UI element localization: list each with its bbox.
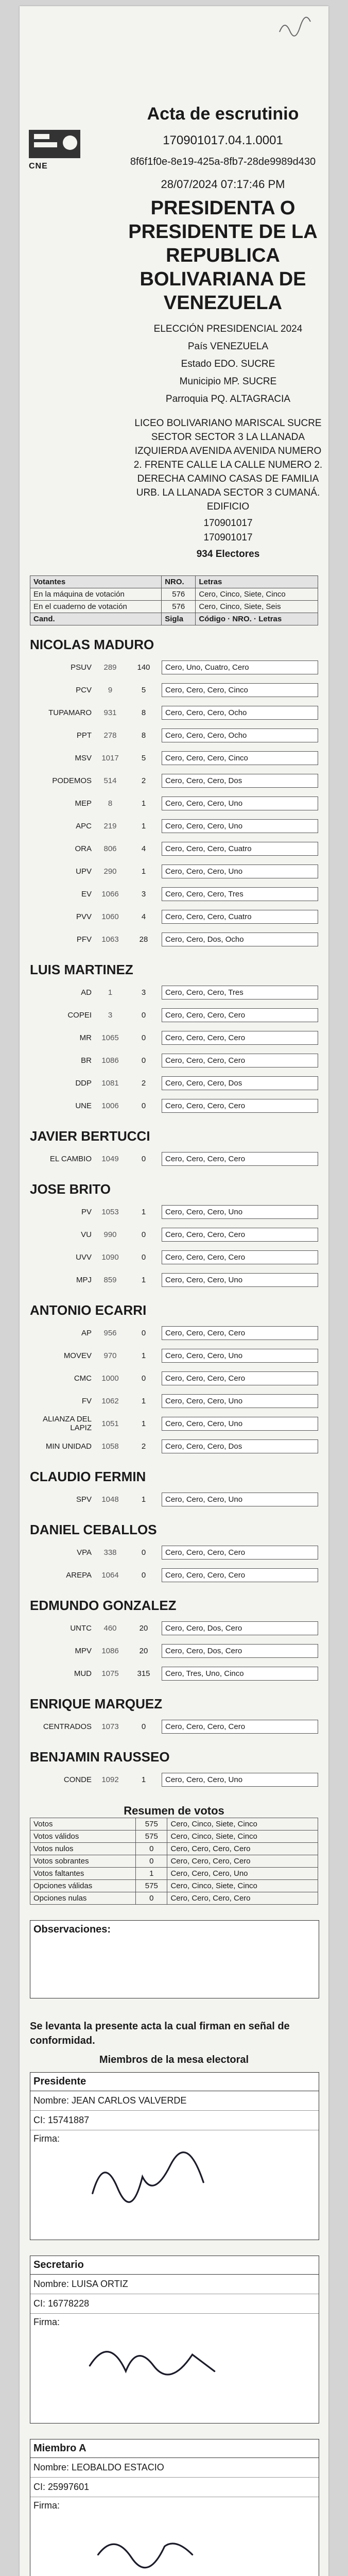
party-code: 219 (103, 821, 117, 831)
party-votes-words: Cero, Cero, Cero, Cero (162, 1031, 318, 1045)
party-votes-words: Cero, Cero, Cero, Cinco (162, 683, 318, 697)
party-votes-words: Cero, Cero, Cero, Uno (162, 1417, 318, 1431)
party-votes-words: Cero, Cero, Cero, Cero (162, 1054, 318, 1067)
party-sigla: UPV (76, 867, 92, 876)
party-votes-words: Cero, Cero, Cero, Cero (162, 1228, 318, 1242)
member-name: Nombre: LEOBALDO ESTACIO (30, 2458, 319, 2478)
table-row (30, 1843, 318, 1855)
party-code: 1060 (101, 912, 119, 921)
party-votes-words: Cero, Cero, Cero, Uno (162, 796, 318, 810)
party-sigla: MSV (75, 753, 92, 762)
member-signature-area (30, 2497, 319, 2576)
member-name: Nombre: LUISA ORTIZ (30, 2275, 319, 2294)
organ-title: PRESIDENTA O PRESIDENTE DE LA REPUBLICA BOLIVARIANA DE VENEZUELA (128, 197, 318, 314)
party-code: 1081 (101, 1078, 119, 1088)
party-sigla: CONDE (63, 1775, 92, 1784)
party-row (30, 1564, 318, 1586)
party-votes: 1 (141, 1419, 146, 1428)
header (20, 6, 328, 314)
member-ci: CI: 25997601 (30, 2478, 319, 2497)
resumen-title: Resumen de votos (124, 1804, 224, 1817)
col-votantes: Votantes (30, 576, 162, 588)
candidate-name: BENJAMIN RAUSSEO (30, 1749, 170, 1765)
party-row (30, 1223, 318, 1246)
party-sigla: PPT (76, 731, 92, 740)
party-sigla: AP (81, 1328, 92, 1337)
party-votes: 1 (141, 867, 146, 876)
party-sigla: MIN UNIDAD (45, 1442, 92, 1451)
party-code: 1051 (101, 1419, 119, 1428)
party-sigla: UNTC (70, 1623, 92, 1633)
party-votes: 0 (141, 1010, 146, 1020)
party-code: 289 (103, 663, 117, 672)
party-row (30, 837, 318, 860)
resumen-num: 0 (136, 1843, 167, 1855)
party-sigla: MPJ (76, 1275, 92, 1284)
party-row (30, 905, 318, 928)
resumen-label: Votos sobrantes (30, 1855, 136, 1868)
party-row (30, 1147, 318, 1170)
party-row (30, 860, 318, 883)
party-votes: 0 (141, 1154, 146, 1163)
party-row (30, 1662, 318, 1685)
resumen-label: Opciones válidas (30, 1880, 136, 1892)
party-votes: 1 (141, 1207, 146, 1216)
party-code: 1006 (101, 1101, 119, 1110)
resumen-num: 575 (136, 1818, 167, 1831)
party-row (30, 1200, 318, 1223)
handwritten-signature (87, 2513, 231, 2574)
resumen-letras: Cero, Cinco, Siete, Cinco (167, 1818, 318, 1831)
party-code: 1086 (101, 1056, 119, 1065)
members-section (20, 2072, 328, 2576)
party-votes: 1 (141, 1275, 146, 1284)
party-sigla: MPV (75, 1646, 92, 1655)
party-votes-words: Cero, Cero, Cero, Uno (162, 1493, 318, 1506)
party-votes-words: Cero, Cero, Cero, Cero (162, 1720, 318, 1734)
party-sigla: VU (81, 1230, 92, 1239)
voting-center: LICEO BOLIVARIANO MARISCAL SUCRE SECTOR SECTOR 3 LA LLANADA IZQUIERDA AVENIDA AVENIDA NUMERO 2. FRENTE CALLE LA CALLE NUMERO 2. DERECHA CAMINO CASAS DE FAMILIA URB. LA LLANADA SECTOR 3 CUMANÁ. EDIFICIO (133, 418, 323, 512)
party-code: 956 (103, 1328, 117, 1337)
party-sigla: ORA (75, 844, 92, 853)
candidate-name: JAVIER BERTUCCI (30, 1128, 150, 1144)
party-row (30, 815, 318, 837)
resumen-label: Opciones nulas (30, 1892, 136, 1905)
party-votes: 0 (141, 1252, 146, 1262)
party-sigla: VPA (77, 1548, 92, 1557)
party-votes: 3 (141, 889, 146, 899)
party-code: 1090 (101, 1252, 119, 1262)
party-votes-words: Cero, Cero, Cero, Uno (162, 865, 318, 878)
party-sigla: BR (81, 1056, 92, 1065)
party-row (30, 928, 318, 951)
party-votes-words: Cero, Cero, Cero, Uno (162, 819, 318, 833)
resumen-letras: Cero, Cinco, Siete, Cinco (167, 1831, 318, 1843)
resumen-num: 0 (136, 1892, 167, 1905)
party-sigla: EL CAMBIO (49, 1154, 92, 1163)
party-votes: 4 (141, 844, 146, 853)
party-row (30, 769, 318, 792)
party-code: 1073 (101, 1722, 119, 1731)
candidate-name: CLAUDIO FERMIN (30, 1469, 146, 1484)
party-code: 1066 (101, 889, 119, 899)
party-votes: 0 (141, 1548, 146, 1557)
party-votes: 0 (141, 1101, 146, 1110)
members-title: Miembros de la mesa electoral (99, 2054, 249, 2065)
party-code: 1017 (101, 753, 119, 762)
resumen-letras: Cero, Cero, Cero, Cero (167, 1855, 318, 1868)
party-votes: 1 (141, 1775, 146, 1784)
party-sigla: CENTRADOS (43, 1722, 92, 1731)
party-row (30, 1094, 318, 1117)
party-sigla: PVV (76, 912, 92, 921)
table-row (30, 1868, 318, 1880)
member-box (30, 2439, 319, 2576)
party-row (30, 1541, 318, 1564)
state: Estado EDO. SUCRE (181, 359, 275, 369)
party-votes: 1 (141, 821, 146, 831)
party-code: 9 (108, 685, 113, 694)
resumen-letras: Cero, Cero, Cero, Cero (167, 1843, 318, 1855)
member-box (30, 2072, 319, 2240)
handwritten-signature (87, 2146, 231, 2208)
party-votes-words: Cero, Cero, Cero, Dos (162, 1439, 318, 1453)
party-row (30, 1435, 318, 1458)
party-votes: 2 (141, 1078, 146, 1088)
party-votes: 0 (141, 1230, 146, 1239)
party-votes: 1 (141, 799, 146, 808)
party-code: 1048 (101, 1495, 119, 1504)
party-sigla: PODEMOS (52, 776, 92, 785)
party-sigla: MOVEV (63, 1351, 92, 1360)
party-row (30, 1004, 318, 1026)
party-votes-words: Cero, Cero, Cero, Cero (162, 1099, 318, 1113)
party-code: 1092 (101, 1775, 119, 1784)
timestamp: 28/07/2024 07:17:46 PM (161, 178, 285, 191)
party-code: 1000 (101, 1374, 119, 1383)
party-votes-words: Cero, Cero, Cero, Cero (162, 1546, 318, 1560)
logo-text: CNE (29, 162, 48, 171)
party-row (30, 1367, 318, 1389)
party-votes: 8 (141, 708, 146, 717)
party-sigla: SPV (76, 1495, 92, 1504)
party-row (30, 656, 318, 679)
party-votes-words: Cero, Cero, Dos, Cero (162, 1644, 318, 1658)
party-row (30, 1389, 318, 1412)
party-votes: 4 (141, 912, 146, 921)
party-row (30, 1639, 318, 1662)
cne-logo (29, 125, 101, 171)
party-code: 3 (108, 1010, 113, 1020)
party-votes-words: Cero, Cero, Cero, Uno (162, 1394, 318, 1408)
party-code: 460 (103, 1623, 117, 1633)
party-row (30, 1246, 318, 1268)
signature-label: Firma: (33, 2500, 60, 2511)
header-info (123, 27, 323, 315)
party-row (30, 883, 318, 905)
party-votes: 20 (139, 1623, 148, 1633)
party-row (30, 701, 318, 724)
party-sigla: AREPA (66, 1570, 92, 1580)
party-sigla: MEP (75, 799, 92, 808)
candidate-name: LUIS MARTINEZ (30, 962, 133, 977)
party-votes-words: Cero, Cero, Cero, Cero (162, 1371, 318, 1385)
party-votes-words: Cero, Cero, Cero, Ocho (162, 706, 318, 720)
cne-logo-icon (29, 125, 91, 161)
party-votes: 0 (141, 1722, 146, 1731)
party-row (30, 1072, 318, 1094)
mesa-code: 170901017 (203, 518, 253, 529)
party-row (30, 1715, 318, 1738)
party-code: 278 (103, 731, 117, 740)
resumen-letras: Cero, Cinco, Siete, Cinco (167, 1880, 318, 1892)
parish: Parroquia PQ. ALTAGRACIA (165, 394, 291, 404)
party-row (30, 747, 318, 769)
candidate-name: NICOLAS MADURO (30, 637, 154, 652)
party-votes: 140 (137, 663, 150, 672)
resumen-num: 1 (136, 1868, 167, 1880)
country: País VENEZUELA (187, 341, 269, 352)
resumen-num: 575 (136, 1831, 167, 1843)
party-votes: 315 (137, 1669, 150, 1678)
observations-box (30, 1920, 319, 1998)
party-votes: 0 (141, 1033, 146, 1042)
member-box (30, 2256, 319, 2424)
party-sigla: EV (81, 889, 92, 899)
party-votes: 0 (141, 1570, 146, 1580)
party-code: 1064 (101, 1570, 119, 1580)
candidate-name: DANIEL CEBALLOS (30, 1522, 157, 1537)
acta-code: 170901017.04.1.0001 (163, 133, 283, 147)
party-sigla: TUPAMARO (48, 708, 92, 717)
party-code: 8 (108, 799, 113, 808)
party-row (30, 981, 318, 1004)
conformity-text: Se levanta la presente acta la cual firman en señal de conformidad. (30, 2021, 290, 2046)
party-code: 990 (103, 1230, 117, 1239)
resumen-num: 575 (136, 1880, 167, 1892)
party-votes-words: Cero, Cero, Cero, Uno (162, 1349, 318, 1363)
candidate-name: JOSE BRITO (30, 1181, 111, 1197)
col-nro: NRO. (162, 576, 196, 588)
table-row: En la máquina de votación 576 Cero, Cinco, Siete, Cinco (30, 588, 318, 601)
resumen-letras: Cero, Cero, Cero, Cero (167, 1892, 318, 1905)
candidates-section (20, 637, 328, 1791)
table-row (30, 1818, 318, 1831)
party-code: 1049 (101, 1154, 119, 1163)
municipality: Municipio MP. SUCRE (179, 376, 277, 387)
party-code: 290 (103, 867, 117, 876)
party-votes: 3 (141, 988, 146, 997)
mesa-code-2: 170901017 (203, 532, 253, 543)
party-votes: 20 (139, 1646, 148, 1655)
party-sigla: PCV (76, 685, 92, 694)
party-sigla: ALIANZA DEL LAPIZ (42, 1415, 92, 1432)
acta-title: Acta de escrutinio (147, 104, 299, 124)
party-row (30, 679, 318, 701)
party-votes: 2 (141, 1442, 146, 1451)
candidate-name: EDMUNDO GONZALEZ (30, 1598, 177, 1613)
party-sigla: PFV (76, 935, 92, 944)
party-row (30, 1768, 318, 1791)
party-votes-words: Cero, Cero, Cero, Cero (162, 1326, 318, 1340)
party-votes: 1 (141, 1396, 146, 1405)
party-code: 859 (103, 1275, 117, 1284)
party-code: 1058 (101, 1442, 119, 1451)
resumen-label: Votos faltantes (30, 1868, 136, 1880)
party-votes-words: Cero, Cero, Cero, Cuatro (162, 842, 318, 856)
party-row (30, 1026, 318, 1049)
party-votes-words: Cero, Cero, Cero, Tres (162, 887, 318, 901)
party-sigla: AD (81, 988, 92, 997)
table-row (30, 1855, 318, 1868)
party-row (30, 1344, 318, 1367)
election-name: ELECCIÓN PRESIDENCIAL 2024 (153, 324, 303, 334)
col-letras: Letras (196, 576, 318, 588)
party-votes-words: Cero, Cero, Cero, Cuatro (162, 910, 318, 924)
party-votes-words: Cero, Cero, Cero, Uno (162, 1273, 318, 1287)
party-votes: 1 (141, 1495, 146, 1504)
table-row (30, 1892, 318, 1905)
party-sigla: PSUV (71, 663, 92, 672)
party-sigla: MR (79, 1033, 92, 1042)
party-sigla: PV (81, 1207, 92, 1216)
candidate-name: ANTONIO ECARRI (30, 1302, 147, 1318)
acta-hash: 8f6f1f0e-8e19-425a-8fb7-28de9989d430 (130, 156, 316, 167)
member-signature-area (30, 2130, 319, 2240)
party-votes-words: Cero, Cero, Cero, Dos (162, 1076, 318, 1090)
party-votes: 0 (141, 1328, 146, 1337)
member-ci: CI: 15741887 (30, 2111, 319, 2130)
party-votes: 5 (141, 685, 146, 694)
party-sigla: FV (81, 1396, 92, 1405)
party-votes: 0 (141, 1374, 146, 1383)
party-votes-words: Cero, Cero, Cero, Dos (162, 774, 318, 788)
party-sigla: CMC (74, 1374, 92, 1383)
party-sigla: DDP (75, 1078, 92, 1088)
member-name: Nombre: JEAN CARLOS VALVERDE (30, 2091, 319, 2111)
party-votes: 5 (141, 753, 146, 762)
member-ci: CI: 16778228 (30, 2294, 319, 2314)
party-votes: 1 (141, 1351, 146, 1360)
resumen-letras: Cero, Cero, Cero, Uno (167, 1868, 318, 1880)
member-role: Secretario (30, 2256, 319, 2275)
party-row (30, 1049, 318, 1072)
table-row (30, 1880, 318, 1892)
party-votes-words: Cero, Cero, Cero, Cero (162, 1008, 318, 1022)
table-row: En el cuaderno de votación 576 Cero, Cinco, Siete, Seis (30, 601, 318, 613)
party-votes: 8 (141, 731, 146, 740)
member-signature-area (30, 2314, 319, 2423)
party-row (30, 1488, 318, 1511)
party-votes-words: Cero, Uno, Cuatro, Cero (162, 660, 318, 674)
party-code: 806 (103, 844, 117, 853)
party-votes-words: Cero, Cero, Cero, Tres (162, 986, 318, 999)
party-votes-words: Cero, Cero, Cero, Cero (162, 1568, 318, 1582)
party-sigla: UVV (76, 1252, 92, 1262)
party-votes-words: Cero, Cero, Cero, Ocho (162, 728, 318, 742)
votantes-table (30, 575, 318, 625)
observations-label: Observaciones: (33, 1924, 111, 1935)
party-votes: 2 (141, 776, 146, 785)
party-code: 1065 (101, 1033, 119, 1042)
resumen-label: Votos válidos (30, 1831, 136, 1843)
acta-receipt (20, 6, 328, 2576)
party-votes-words: Cero, Cero, Cero, Uno (162, 1205, 318, 1219)
party-sigla: MUD (74, 1669, 92, 1678)
electores-count: 934 Electores (196, 549, 260, 560)
resumen-label: Votos nulos (30, 1843, 136, 1855)
party-row (30, 1412, 318, 1435)
party-code: 1063 (101, 935, 119, 944)
resumen-label: Votos (30, 1818, 136, 1831)
member-role: Presidente (30, 2073, 319, 2091)
party-votes-words: Cero, Cero, Cero, Cero (162, 1250, 318, 1264)
party-votes: 0 (141, 1056, 146, 1065)
party-code: 1053 (101, 1207, 119, 1216)
party-row (30, 792, 318, 815)
signature-label: Firma: (33, 2317, 60, 2327)
candidate-name: ENRIQUE MARQUEZ (30, 1696, 163, 1711)
party-code: 514 (103, 776, 117, 785)
party-sigla: COPEI (67, 1010, 92, 1020)
party-votes-words: Cero, Cero, Cero, Cero (162, 1152, 318, 1166)
party-code: 1 (108, 988, 113, 997)
party-code: 1086 (101, 1646, 119, 1655)
party-code: 338 (103, 1548, 117, 1557)
party-row (30, 1268, 318, 1291)
party-votes: 28 (139, 935, 148, 944)
party-code: 1075 (101, 1669, 119, 1678)
resumen-table (30, 1818, 318, 1905)
member-role: Miembro A (30, 2439, 319, 2458)
party-row (30, 724, 318, 747)
signature-label: Firma: (33, 2133, 60, 2144)
party-row (30, 1321, 318, 1344)
party-code: 931 (103, 708, 117, 717)
column-header-row: Cand. Sigla Código · NRO. · Letras (30, 613, 318, 625)
party-votes-words: Cero, Tres, Uno, Cinco (162, 1667, 318, 1681)
party-sigla: UNE (75, 1101, 92, 1110)
party-row (30, 1617, 318, 1639)
resumen-num: 0 (136, 1855, 167, 1868)
party-code: 1062 (101, 1396, 119, 1405)
party-votes-words: Cero, Cero, Cero, Uno (162, 1773, 318, 1787)
party-votes-words: Cero, Cero, Dos, Cero (162, 1621, 318, 1635)
party-code: 970 (103, 1351, 117, 1360)
party-votes-words: Cero, Cero, Dos, Ocho (162, 933, 318, 946)
location-info (133, 320, 323, 560)
handwritten-signature (87, 2329, 231, 2391)
table-row (30, 1831, 318, 1843)
party-sigla: APC (76, 821, 92, 831)
party-votes-words: Cero, Cero, Cero, Cinco (162, 751, 318, 765)
